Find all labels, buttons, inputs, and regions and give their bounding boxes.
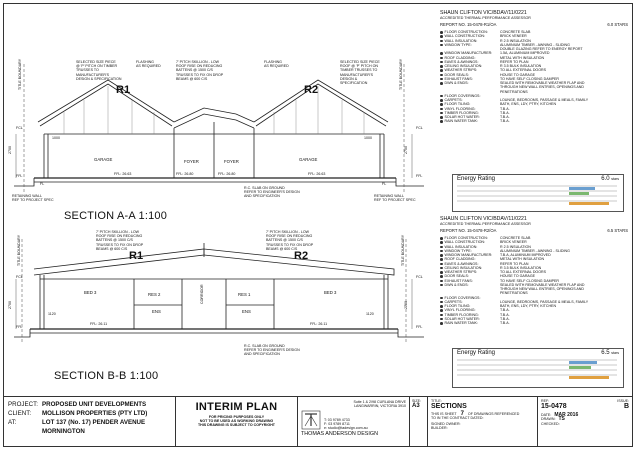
spec-value: T.B.A.: [500, 316, 510, 321]
sheet-text-2: OF DRAWINGS REFERENCED: [467, 412, 520, 417]
report-number: REPORT NO. 15-0478-R1/OA: [440, 22, 497, 28]
firm-contact: [324, 418, 368, 431]
spec-key: RAIN WATER TANK:: [440, 321, 500, 325]
note-line: AS REQUIRED: [264, 64, 289, 69]
size-value: A3: [412, 403, 420, 410]
note-line: DESIGN &: [340, 76, 358, 81]
address-label: AT:: [8, 419, 17, 426]
note-line: REF TO PROJECT SPEC: [12, 198, 54, 203]
note-line: SELECTED SIZE PIECE: [76, 60, 116, 64]
ref-label: REF:: [541, 399, 550, 403]
title-block: [4, 396, 632, 447]
note-line: RETAINING WALL: [12, 194, 42, 198]
section-a-ffl-4: FFL: 26.63: [308, 172, 326, 176]
spec-value: T.B.A.: [500, 312, 510, 317]
address-row-2: [8, 427, 171, 436]
spec-value: REFER TO PLAN: [500, 261, 529, 266]
energy-panel-a: [440, 10, 628, 124]
section-a-retaining-left: [12, 194, 54, 202]
client-name: MOLLISON PROPERTIES (PTY LTD): [42, 410, 148, 417]
section-b-fcl-right: FCL: [416, 275, 423, 279]
plan-subtitle-2: NOT TO BE USED AS WORKING DRAWING: [199, 419, 274, 424]
spec-key: FLOOR COVERINGS:: [440, 296, 500, 300]
section-a-note-roof-right: [340, 60, 380, 85]
size-box: [410, 397, 428, 447]
spec-row: [440, 321, 628, 325]
section-a-room-garage-left: GARAGE: [94, 157, 113, 162]
section-a-fl-left: FL: [40, 182, 45, 186]
spec-key: ROOF CLADDING:: [440, 56, 500, 60]
spec-value: R 2.5 INSULATION: [500, 38, 531, 43]
spec-value: R 3.5 BULK INSULATION: [500, 64, 542, 69]
spec-value: PENETRATIONS: [500, 291, 528, 296]
section-b-ffl-2: FFL: 26.11: [310, 322, 328, 326]
section-a-note-flashing-right: [264, 60, 289, 68]
drawn-label: DRAWN:: [541, 417, 556, 422]
note-line: @ 'P' PITCH ON TIMBER: [76, 64, 118, 69]
assessor-name: SHAUN CLIFTON VIC/BDAV/11/0221: [440, 216, 527, 222]
note-line: MANUFACTURER'S: [340, 72, 374, 77]
note-line: REFER TO ENGINEER'S DESIGN: [244, 348, 300, 353]
energy-rating-title: Energy Rating: [457, 176, 496, 182]
project-info: [4, 397, 176, 447]
note-line: BEAMS @ 600 C/S: [96, 246, 128, 251]
spec-value: T.B.A.: [500, 110, 510, 115]
note-line: ROOF @ 'P' PITCH ON: [340, 64, 378, 69]
note-line: BEAMS @ 600 C/S: [266, 246, 298, 251]
section-a-ffl-1: FFL: 26.63: [114, 172, 132, 176]
project-row: [8, 400, 171, 409]
section-b-boundary-left: TITLE BOUNDARY: [17, 234, 21, 266]
section-a-fl-right: FL: [382, 182, 387, 186]
spec-value: TO ALL EXTERNAL DOORS: [500, 68, 547, 73]
section-a-room-garage-right: GARAGE: [299, 157, 318, 162]
spec-value: THROUGH NEW WALL ENTRIES, OPENINGS AND: [500, 85, 584, 90]
note-line: AND SPECIFICATION: [244, 352, 280, 357]
note-line: AND SPECIFICATION: [244, 194, 280, 199]
energy-rating-unit: stars: [611, 177, 619, 181]
firm-address-1: Suite 1 & 2/98 CURLANA DRIVE: [353, 400, 406, 404]
note-line: AS REQUIRED: [136, 64, 161, 69]
section-b-dim-1120-right: 1120: [366, 312, 374, 316]
note-line: 7' PITCH SKILLION - LOW: [176, 60, 220, 64]
address-row: [8, 418, 171, 427]
spec-value: TO ALL EXTERNAL DOORS: [500, 270, 547, 275]
spec-value: HOUSE TO GARAGE: [500, 72, 536, 77]
section-b-ffl-right: FFL: [416, 325, 423, 329]
note-line: ROOF RISE ON REDUCING: [266, 234, 313, 239]
note-line: REFER TO ENGINEER'S DESIGN: [244, 190, 300, 195]
section-b-fcl-left: FCL: [16, 275, 23, 279]
spec-value: DOUBLE GLAZING REFER TO ENERGY REPORT: [500, 47, 583, 52]
section-b-note-right: [266, 230, 313, 251]
energy-panel-b: [440, 216, 628, 325]
section-a-fcl-right: FCL: [416, 126, 423, 130]
note-line: BEAMS @ 600 C/S: [176, 76, 208, 81]
section-b-dim-left: 2700: [8, 301, 12, 309]
energy-rating-graphic: [453, 357, 621, 383]
note-line: TRUSSES TO FIX ON DROP: [176, 72, 224, 77]
note-line: TIMBER TRUSSES TO: [340, 68, 378, 73]
spec-key: SOLAR HOT WATER:: [440, 317, 500, 321]
star-rating: 6.5 STARS: [607, 228, 628, 234]
spec-key: WINDOW TYPE:: [440, 43, 500, 47]
section-a-note-roof-left: [76, 60, 121, 81]
note-line: TRUSSES TO: [76, 68, 99, 73]
spec-key: DOOR SEALS:: [440, 274, 500, 278]
spec-value: T.B.A.: [500, 106, 510, 111]
spec-key: RAIN WATER TANK:: [440, 119, 500, 123]
energy-rating-value-group: [601, 176, 619, 182]
energy-rating-header: [453, 349, 623, 357]
spec-value: T.B.A, ALUMINIUM IMPROVED: [500, 253, 551, 258]
assessor-accreditation: ACCREDITED THERMAL PERFORMANCE ASSESSOR: [440, 222, 531, 226]
drawing-title: SECTIONS: [431, 403, 467, 411]
issue-value: B: [623, 403, 629, 411]
spec-value: SEALED WITH REMOVABLE WEATHER FLAP AND: [500, 282, 585, 287]
spec-key: FLOOR CONSTRUCTION:: [440, 236, 500, 240]
note-line: ROOF RISE ON REDUCING: [96, 234, 143, 239]
note-line: R.C. SLAB ON GROUND: [244, 344, 285, 348]
section-b-dim-right: 2700: [404, 301, 408, 309]
section-a-ffl-3: FFL: 26.80: [218, 172, 236, 176]
spec-key: EXHAUST FANS:: [440, 279, 500, 283]
spec-value: 1.5A, ALUMINIUM IMPROVED: [500, 51, 550, 56]
note-line: TRUSSES TO FIX ON DROP: [266, 242, 314, 247]
spec-value: PENETRATIONS: [500, 89, 528, 94]
section-a-title: SECTION A-A 1:100: [64, 210, 168, 222]
spec-value: METAL WITH INSULATION: [500, 55, 545, 60]
note-line: R.C. SLAB ON GROUND: [244, 186, 285, 190]
spec-key: TIMBER FLOORING:: [440, 111, 500, 115]
report-number: REPORT NO. 15-0478-R2/OA: [440, 228, 497, 234]
spec-value: CONCRETE SLAB: [500, 30, 531, 35]
date-label: DATE:: [541, 413, 552, 418]
section-a-ffl-left: FFL: [16, 174, 23, 178]
energy-rating-value-group: [601, 350, 619, 356]
spec-key: CEILING INSULATION:: [440, 64, 500, 68]
plan-title: INTERIM PLAN: [195, 401, 278, 413]
section-b-title: SECTION B-B 1:100: [54, 370, 159, 382]
section-a-dim-left: 2700: [8, 146, 12, 154]
spec-key: FLOOR TILING:: [440, 102, 500, 106]
spec-value: LOUNGE, BEDROOMS, PASSAGE & MEALS, FAMILY: [500, 98, 589, 103]
spec-key: WALL INSULATION:: [440, 245, 500, 249]
firm-email: e: studio@tadesign.com.au: [324, 426, 368, 431]
firm-address-2: LANGWARRIN, VICTORIA 3910: [354, 404, 406, 409]
spec-key: DOOR SEALS:: [440, 73, 500, 77]
spec-value: TO HAVE SELF CLOSING DAMPER: [500, 76, 559, 81]
spec-key: WALL CONSTRUCTION:: [440, 240, 500, 244]
plan-subtitle-1: FOR PRICING PURPOSES ONLY: [208, 415, 265, 419]
assessor-name: SHAUN CLIFTON VIC/BDAV/11/0221: [440, 10, 527, 16]
energy-rating-value: 6.0: [601, 176, 610, 182]
checked-label: CHECKED:: [541, 421, 560, 426]
energy-rating-card-b: [452, 348, 624, 388]
section-a-left-roof: [38, 80, 174, 122]
spec-key: FLOOR COVERINGS:: [440, 94, 500, 98]
note-line: FLASHING: [136, 60, 154, 64]
section-a-roof-right-label: R2: [304, 84, 319, 96]
spec-key: WEATHER STRIPS:: [440, 68, 500, 72]
address-line-1: LOT 137 (No. 17) PENDER AVENUE: [42, 419, 146, 426]
section-b-roof-right-label: R2: [294, 250, 309, 262]
section-a-roof-left-label: R1: [116, 84, 131, 96]
spec-key: WINDOW TYPE:: [440, 249, 500, 253]
spec-key: EAVES & AWNINGS:: [440, 262, 500, 266]
spec-key: WINDOW MANUFACTURER:: [440, 51, 500, 55]
spec-key: TIMBER FLOORING:: [440, 313, 500, 317]
note-line: BATTENS @ 1500 C/S: [176, 68, 213, 73]
spec-row: [440, 119, 628, 123]
title-label: TITLE:: [431, 399, 442, 403]
spec-key: FLOOR CONSTRUCTION:: [440, 30, 500, 34]
spec-value: ALUMINIUM TIMBER - AWNING - SLIDING: [500, 248, 570, 253]
spec-value: T.B.A.: [500, 321, 510, 326]
spec-key: WINDOW MANUFACTURER:: [440, 253, 500, 257]
assessor-accreditation: ACCREDITED THERMAL PERFORMANCE ASSESSOR: [440, 16, 531, 20]
section-a-room-foyer-2: FOYER: [224, 159, 239, 164]
note-line: 7' PITCH SKILLION - LOW: [266, 230, 310, 234]
spec-value: T.B.A.: [500, 119, 510, 124]
spec-key: SOLAR HOT WATER:: [440, 115, 500, 119]
note-line: DESIGN & SPECIFICATION: [76, 76, 122, 81]
energy-rating-unit: stars: [611, 351, 619, 355]
spec-key: WALL INSULATION:: [440, 39, 500, 43]
issue-label: ISSUE:: [617, 399, 629, 403]
section-b-slab-note: [244, 344, 300, 357]
section-a-slab-note: [244, 186, 300, 199]
energy-rating-title: Energy Rating: [457, 350, 496, 356]
section-a-dim-1000-left: 1000: [52, 136, 60, 140]
title-box: [428, 397, 538, 447]
section-b-dim-1120-left: 1120: [48, 312, 56, 316]
specs-list: [440, 30, 628, 124]
spec-key: EAVES & AWNINGS:: [440, 60, 500, 64]
spec-value: BRICK VENEER: [500, 240, 527, 245]
spec-value: TO HAVE SELF CLOSING DAMPER: [500, 278, 559, 283]
ref-box: [538, 397, 632, 447]
note-line: MANUFACTURER'S: [76, 72, 110, 77]
plan-subtitle-3: THIS DRAWING IS SUBJECT TO COPYRIGHT: [197, 423, 275, 428]
section-a-ffl-2: FFL: 26.80: [176, 172, 194, 176]
spec-value: T.B.A.: [500, 308, 510, 313]
firm-logo-icon: [301, 410, 321, 430]
address-line-2: MORNINGTON: [42, 428, 85, 435]
builder: BUILDER:: [431, 425, 448, 430]
spec-value: BATH, ENS, LDY, PTRY, KITCHEN: [500, 304, 557, 309]
spec-key: EXHAUST FANS:: [440, 77, 500, 81]
note-line: REF TO PROJECT SPEC: [374, 198, 416, 203]
client-label: CLIENT:: [8, 410, 32, 417]
energy-rating-card-a: [452, 174, 624, 212]
section-b-roof-left-label: R1: [129, 250, 144, 262]
firm-name: THOMAS ANDERSON DESIGN: [301, 431, 378, 438]
spec-key: FLOOR TILING:: [440, 304, 500, 308]
ref-values: [541, 403, 629, 410]
section-b-room-res1: RES 1: [238, 292, 251, 297]
spec-value: BATH, ENS, LDY, PTRY, KITCHEN: [500, 102, 557, 107]
sheet-number: 7: [460, 411, 464, 418]
spec-key: VINYL FLOORING:: [440, 107, 500, 111]
energy-rating-header: [453, 175, 623, 183]
section-a-retaining-right: [374, 194, 416, 202]
spec-value: THROUGH NEW WALL ENTRIES, OPENINGS AND: [500, 287, 584, 292]
spec-key: WALL CONSTRUCTION:: [440, 34, 500, 38]
section-b-note-left: [96, 230, 143, 251]
report-row: [440, 22, 628, 27]
section-b-ffl-1: FFL: 26.11: [90, 322, 108, 326]
note-line: TRUSSES TO FIX ON DROP: [96, 242, 144, 247]
section-b-room-bed3-left: BED 3: [84, 290, 97, 295]
sheet-text-3: TO IN THE CONTRACT DATED:: [431, 416, 484, 421]
spec-key: DWN & ENDS:: [440, 81, 500, 85]
spec-key: DWN & ENDS:: [440, 283, 500, 287]
spec-value: SEALED WITH REMOVABLE WEATHER FLAP AND: [500, 81, 585, 86]
signed-owner: SIGNED OWNER:: [431, 421, 461, 426]
spec-value: REFER TO PLAN: [500, 59, 529, 64]
section-a-room-foyer-1: FOYER: [184, 159, 199, 164]
spec-value: BRICK VENEER: [500, 34, 527, 39]
firm-box: [298, 397, 410, 447]
spec-value: ALUMINIUM TIMBER - AWNING - SLIDING: [500, 42, 570, 47]
drawing-sheet: [3, 3, 633, 447]
energy-rating-value: 6.5: [601, 350, 610, 356]
spec-key: ROOF CLADDING:: [440, 257, 500, 261]
section-b-room-ens-left: ENS: [152, 309, 161, 314]
spec-value: METAL WITH INSULATION: [500, 257, 545, 262]
spec-key: VINYL FLOORING:: [440, 308, 500, 312]
section-b-room-ens-right: ENS: [242, 309, 251, 314]
section-a-ffl-right: FFL: [416, 174, 423, 178]
firm-logo-row: [301, 410, 406, 430]
spec-value: T.B.A.: [500, 115, 510, 120]
date-value: MAR 2016: [554, 412, 579, 419]
section-a-note-lining: [176, 60, 223, 81]
size-label: SIZE:: [412, 399, 421, 403]
spec-value: LOUNGE, BEDROOMS, PASSAGE & MEALS, FAMILY: [500, 299, 589, 304]
note-line: BATTENS @ 1500 C/S: [96, 238, 133, 243]
spec-value: CONCRETE SLAB: [500, 236, 531, 241]
spec-key: CEILING INSULATION:: [440, 266, 500, 270]
sheet-text: THIS IS SHEET: [431, 412, 457, 417]
section-b-room-bed3-right: BED 3: [324, 290, 337, 295]
section-b-boundary-right: TITLE BOUNDARY: [401, 234, 405, 266]
firm-fax: F: 03 9789 8711: [324, 422, 350, 426]
section-a-boundary-left: TITLE BOUNDARY: [18, 58, 22, 90]
drawn-value: TS: [558, 416, 565, 423]
spec-value: R 2.5 INSULATION: [500, 244, 531, 249]
spec-key: WEATHER STRIPS:: [440, 270, 500, 274]
client-row: [8, 409, 171, 418]
ref-number: 15-0478: [541, 403, 567, 411]
note-line: ROOF RISE ON REDUCING: [176, 64, 223, 69]
note-line: BATTENS @ 1500 C/S: [266, 238, 303, 243]
section-a-note-flashing-left: [136, 60, 161, 68]
spec-key: CARPETS:: [440, 98, 500, 102]
interim-plan-box: [176, 397, 298, 447]
note-line: FLASHING: [264, 60, 282, 64]
spec-key: CARPETS:: [440, 300, 500, 304]
note-line: RETAINING WALL: [374, 194, 404, 198]
specs-list: [440, 236, 628, 325]
note-line: SELECTED SIZE PIECE: [340, 60, 380, 64]
firm-phone: T: 03 9789 4733: [324, 417, 350, 422]
star-rating: 6.0 STARS: [607, 22, 628, 28]
section-b-room-res2: RES 2: [148, 292, 161, 297]
project-label: PROJECT:: [8, 401, 38, 408]
note-line: 7' PITCH SKILLION - LOW: [96, 230, 140, 234]
note-line: SPECIFICATION: [340, 81, 368, 86]
section-a-dim-right: 2700: [404, 146, 408, 154]
section-a-fcl-left: FCL: [16, 126, 23, 130]
section-b-ffl-left: FFL: [16, 325, 23, 329]
project-name: PROPOSED UNIT DEVELOPMENTS: [42, 401, 147, 408]
section-a-boundary-right: TITLE BOUNDARY: [399, 58, 403, 90]
section-a-dim-1000-right: 1000: [364, 136, 372, 140]
section-b-corridor: CORRIDOR: [200, 284, 204, 304]
spec-value: HOUSE TO GARAGE: [500, 274, 536, 279]
report-row: [440, 228, 628, 233]
spec-value: R 3.5 BULK INSULATION: [500, 265, 542, 270]
energy-rating-graphic: [453, 183, 621, 207]
